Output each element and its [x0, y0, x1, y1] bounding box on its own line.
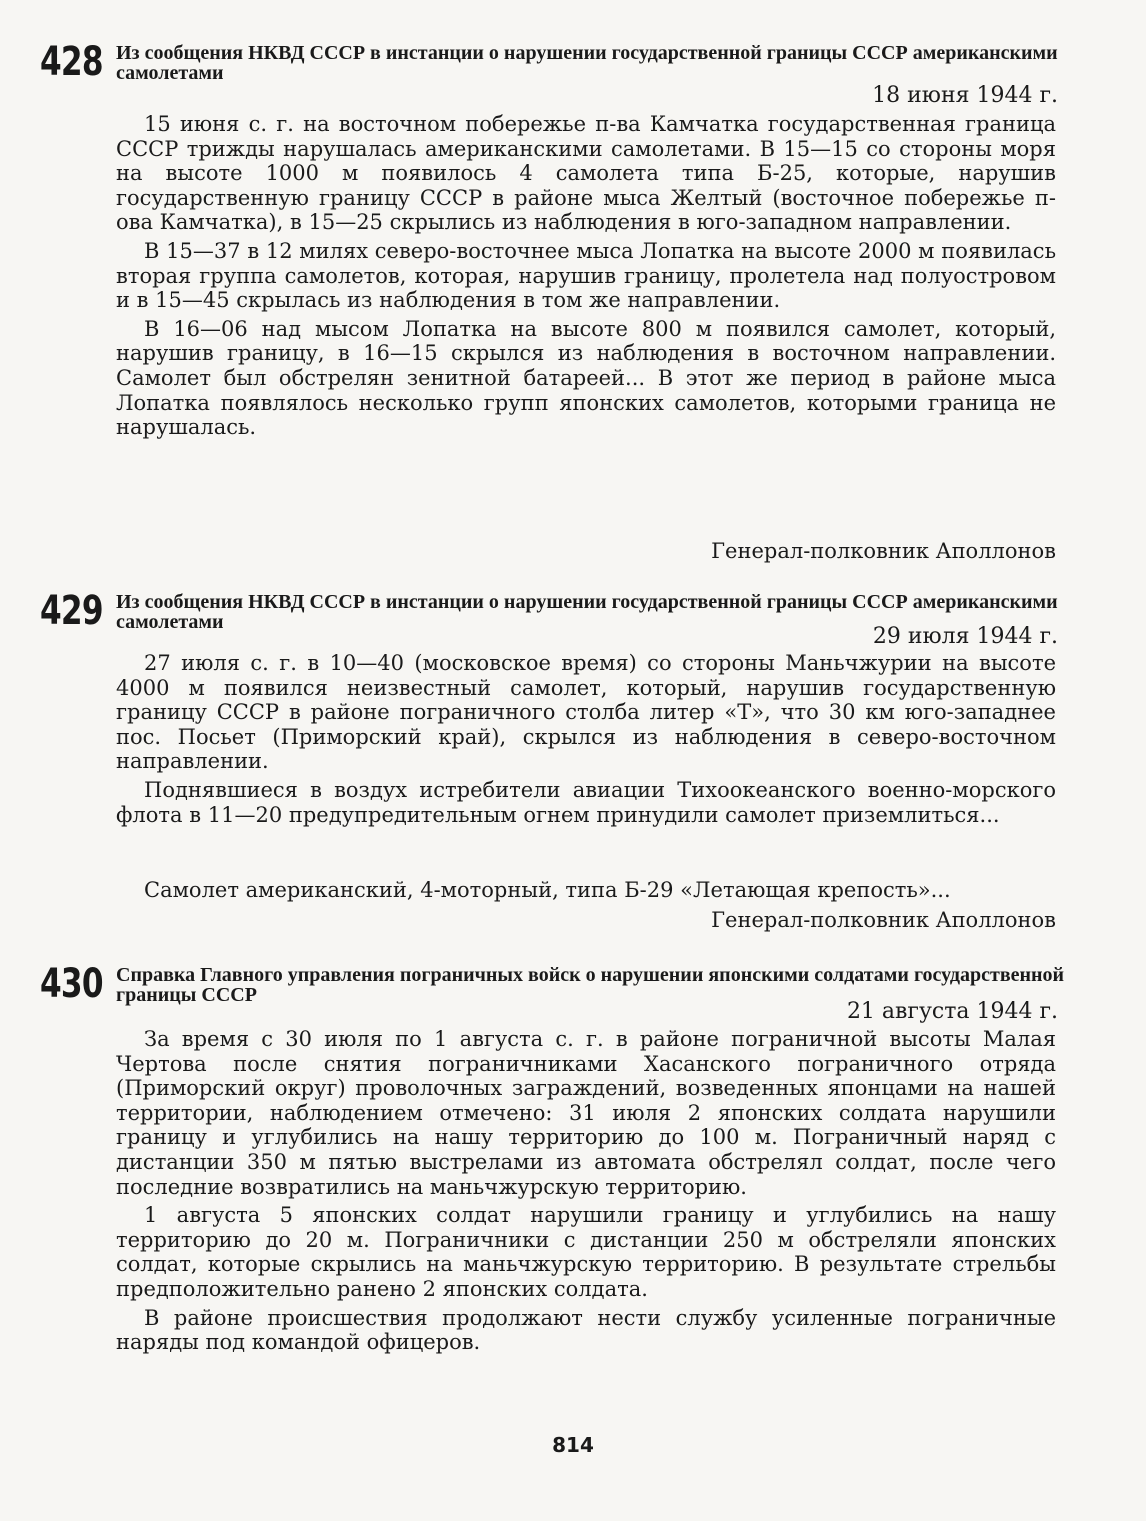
aircraft-note: Самолет американский, 4-моторный, типа Б-29 «Летающая крепость»... [144, 878, 951, 902]
paragraph: 27 июля с. г. в 10—40 (московское время) со стороны Маньчжурии на высоте 4000 м появился неизвестный самолет, который, нарушив государственную границу СССР в районе пограничного столба литер «Т», что 30 км юго-западнее пос. Посьет (Приморский край), скрылся из наблюдения в северо-восточном направлении. [116, 651, 1056, 774]
paragraph: 15 июня с. г. на восточном побережье п-ва Камчатка государственная граница СССР трижды нарушалась американскими самолетами. В 15—15 со стороны моря на высоте 1000 м появилось 4 самолета типа Б-25, которые, нарушив государственную границу СССР в районе мыса Желтый (восточное побережье п-ова Камчатка), в 15—25 скрылись из наблюдения в юго-западном направлении. [116, 112, 1056, 235]
document-title: Из сообщения НКВД СССР в инстанции о нарушении государственной границы СССР американскими самолетами [116, 42, 1058, 84]
document-date: 29 июля 1944 г. [872, 624, 1058, 649]
document-428-body [116, 112, 1056, 444]
paragraph: В 15—37 в 12 милях северо-восточнее мыса Лопатка на высоте 2000 м появилась вторая группа самолетов, которая, нарушив границу, пролетела над полуостровом и в 15—45 скрылась из наблюдения в том же направлении. [116, 238, 1056, 313]
paragraph: Поднявшиеся в воздух истребители авиации Тихоокеанского военно-морского флота в 11—20 предупредительным огнем принудили самолет приземлиться... [116, 777, 1056, 827]
document-number: 429 [40, 588, 103, 634]
paragraph: 1 августа 5 японских солдат нарушили границу и углубились на нашу территорию до 20 м. Пограничники с дистанции 250 м обстреляли японских солдат, которые скрылись на маньчжурскую территорию. В результате стрельбы предположительно ранено 2 японских солдата. [116, 1203, 1056, 1301]
document-430-body [116, 1027, 1056, 1359]
signature: Генерал-полковник Аполлонов [711, 539, 1056, 563]
paragraph: За время с 30 июля по 1 августа с. г. в районе пограничной высоты Малая Чертова после снятия пограничниками Хасанского пограничного отряда (Приморский округ) проволочных заграждений, возведенных японцами на нашей территории, наблюдением отмечено: 31 июля 2 японских солдата нарушили границу и углубились на нашу территорию до 100 м. Пограничный наряд с дистанции 350 м пятью выстрелами из автомата обстрелял солдат, после чего последние возвратились на маньчжурскую территорию. [116, 1027, 1056, 1199]
document-title: Из сообщения НКВД СССР в инстанции о нарушении государственной границы СССР американскими самолетами [116, 591, 1058, 633]
document-date: 21 августа 1944 г. [846, 999, 1058, 1024]
paragraph: В 16—06 над мысом Лопатка на высоте 800 м появился самолет, который, нарушив границу, в 16—15 скрылся из наблюдения в восточном направлении. Самолет был обстрелян зенитной батареей... В этот же период в районе мыса Лопатка появлялось несколько групп японских самолетов, которыми граница не нарушалась. [116, 316, 1056, 440]
document-date: 18 июня 1944 г. [872, 83, 1058, 108]
document-429-body [116, 651, 1056, 831]
document-number: 428 [40, 39, 103, 85]
signature: Генерал-полковник Аполлонов [711, 908, 1056, 932]
document-title: Справка Главного управления пограничных войск о нарушении японскими солдатами государственной границы СССР [116, 964, 1065, 1006]
page-number: 814 [552, 1433, 594, 1457]
document-number: 430 [40, 961, 103, 1007]
paragraph: В районе происшествия продолжают нести службу усиленные пограничные наряды под командой офицеров. [116, 1305, 1056, 1355]
